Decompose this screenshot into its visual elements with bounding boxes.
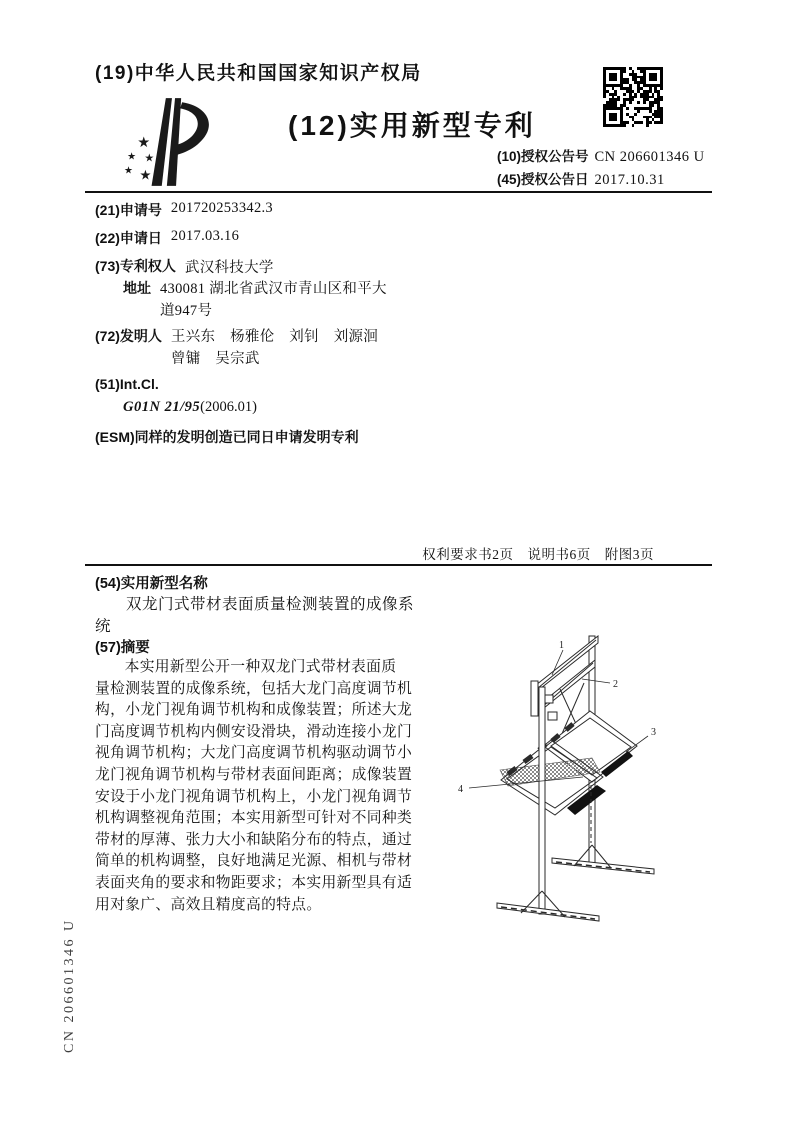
application-date-value: 2017.03.16 <box>170 228 240 244</box>
issuing-office-title: (19)中华人民共和国国家知识产权局 <box>95 63 422 84</box>
patentee-label: (73)专利权人 <box>95 258 176 274</box>
abstract-label: (57)摘要 <box>95 640 150 656</box>
text-line: 视角调节机构；大龙门高度调节机构驱动调节小 <box>95 745 413 762</box>
int-cl-value <box>123 399 257 416</box>
application-date-label: (22)申请日 <box>95 230 162 246</box>
text-line: 430081 湖北省武汉市青山区和平大 <box>160 281 387 297</box>
steel-strip <box>500 758 600 786</box>
star-icon: ★ <box>137 135 151 152</box>
int-cl-label: (51)Int.Cl. <box>95 376 159 392</box>
inventors-row <box>95 326 378 370</box>
header-divider <box>85 191 712 193</box>
application-number-value: 201720253342.3 <box>170 200 273 216</box>
address-row <box>123 278 387 322</box>
text-line: 曾镛 吴宗武 <box>170 351 260 367</box>
application-number-label: (21)申请号 <box>95 202 162 218</box>
text-line: 龙门视角调节机构与带材表面间距离；成像装置 <box>95 766 413 783</box>
text-line: 简单的机构调整，良好地满足光源、相机与带材 <box>95 853 413 870</box>
text-line: 统 <box>95 618 112 635</box>
address-label: 地址 <box>123 280 151 296</box>
text-line: 量检测装置的成像系统，包括大龙门高度调节机 <box>95 680 413 697</box>
publication-number-label: (10)授权公告号 <box>497 149 589 164</box>
text-line: 门高度调节机构内侧安设滑块，滑动连接小龙门 <box>95 723 413 740</box>
inventors-value <box>171 326 378 370</box>
text-line: 安设于小龙门视角调节机构上，小龙门视角调节 <box>95 788 413 805</box>
text-line: 用对象广、高效且精度高的特点。 <box>95 896 322 913</box>
utility-model-name-label: (54)实用新型名称 <box>95 576 208 592</box>
text-line: 道947号 <box>160 303 213 319</box>
text-line: 王兴东 杨雅伦 刘钊 刘源洄 <box>170 329 379 345</box>
front-post <box>539 687 545 914</box>
qr-code <box>603 67 663 127</box>
text-line: 带材的厚薄、张力大小和缺陷分布的特点，通过 <box>95 831 413 848</box>
text-line: 表面夹角的要求和物距要求；本实用新型具有适 <box>95 874 413 891</box>
publication-number-row <box>497 145 705 166</box>
side-publication-number: CN 206601346 U <box>62 918 77 1053</box>
star-icon: ★ <box>124 165 134 177</box>
abstract-text <box>95 657 435 916</box>
qr-module <box>660 124 663 127</box>
leader-line <box>582 679 610 683</box>
patent-figure <box>440 618 720 930</box>
esm-note: (ESM)同样的发明创造已同日申请发明专利 <box>95 429 359 445</box>
int-cl-code: G01N 21/95 <box>123 399 201 415</box>
beam-rail-line <box>538 640 596 688</box>
figure-label-3: 3 <box>651 727 656 738</box>
publication-date-value: 2017.10.31 <box>594 172 665 188</box>
inventors-label: (72)发明人 <box>95 328 162 344</box>
figure-label-2: 2 <box>613 679 618 690</box>
application-number-row <box>95 200 273 220</box>
patentee-value: 武汉科技大学 <box>184 260 274 276</box>
text-line: 机构调整视角范围；本实用新型可针对不同种类 <box>95 810 413 827</box>
int-cl-row <box>95 376 159 392</box>
figure-label-4: 4 <box>458 784 463 795</box>
cnipa-logo-icon <box>123 96 225 190</box>
text-line: 构，小龙门视角调节机构和成像装置；所述大龙 <box>95 702 413 719</box>
utility-model-title <box>95 594 435 638</box>
pages-info: 权利要求书2页 说明书6页 附图3页 <box>422 547 654 562</box>
text-line: 本实用新型公开一种双龙门式带材表面质 <box>124 659 397 675</box>
star-icon: ★ <box>127 151 137 163</box>
text-line: 双龙门式带材表面质量检测装置的成像系 <box>126 596 415 613</box>
patentee-row <box>95 256 274 277</box>
int-cl-version: (2006.01) <box>200 399 257 415</box>
application-date-row <box>95 228 239 248</box>
document-type-title: (12)实用新型专利 <box>288 110 536 141</box>
star-icon: ★ <box>139 167 152 183</box>
slider-block <box>548 712 557 720</box>
publication-number-value: CN 206601346 U <box>594 149 705 165</box>
left-end-cap <box>531 681 538 716</box>
publication-date-label: (45)授权公告日 <box>497 172 589 187</box>
address-value <box>160 278 387 322</box>
figure-label-1: 1 <box>559 640 564 651</box>
section-divider <box>85 564 712 566</box>
publication-date-row <box>497 168 665 189</box>
star-icon: ★ <box>144 152 155 165</box>
rear-base-rail <box>552 858 654 874</box>
